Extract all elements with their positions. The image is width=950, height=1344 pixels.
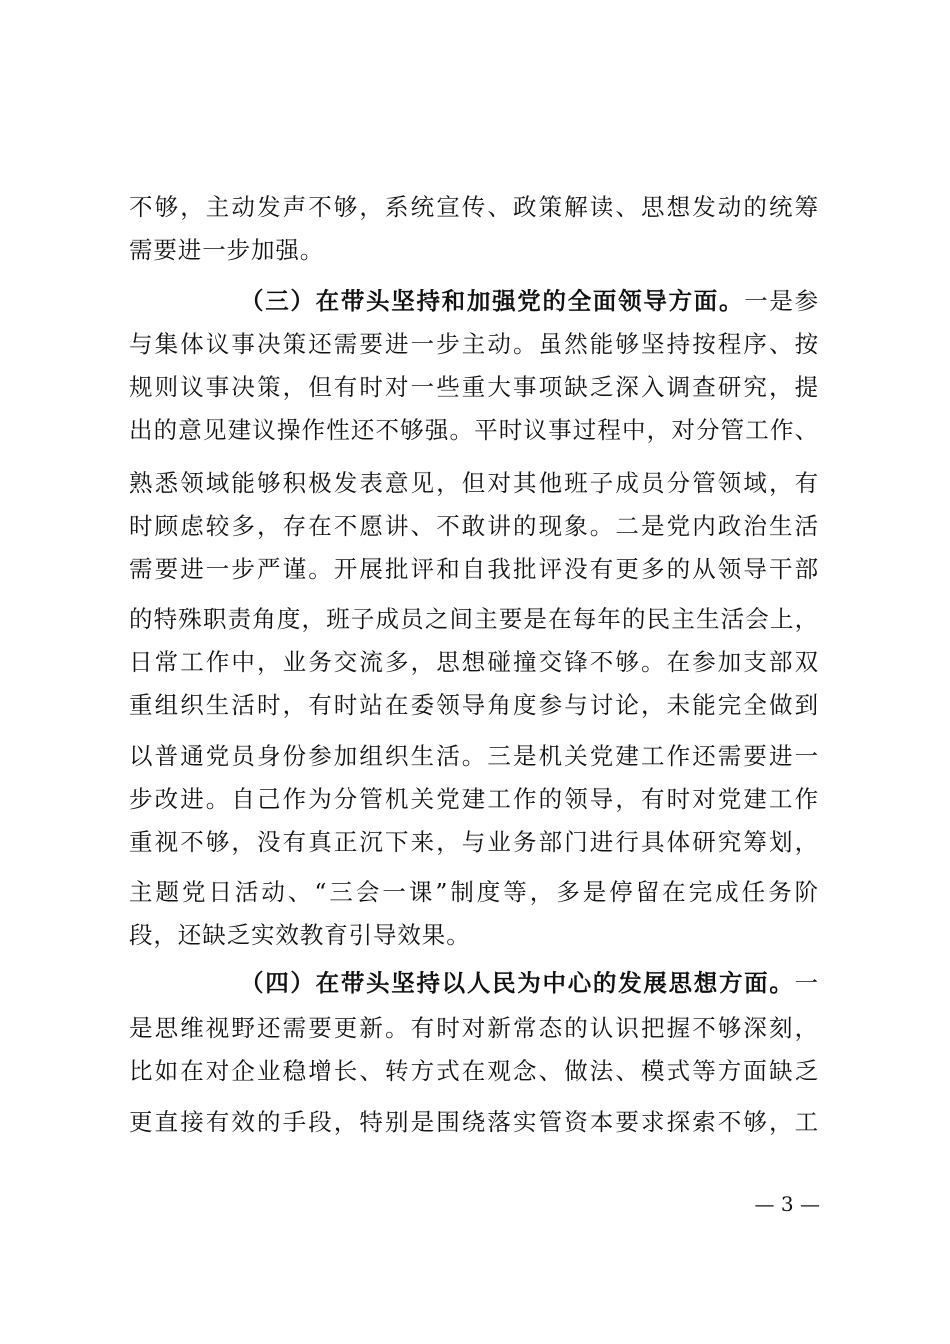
section-heading: （四）在带头坚持以人民为中心的发展思想方面。 bbox=[240, 969, 795, 997]
paragraph-line: 的特殊职责角度，班子成员之间主要是在每年的民主生活会上， bbox=[129, 605, 819, 633]
paragraph-line: 比如在对企业稳增长、转方式在观念、做法、模式等方面缺乏 bbox=[129, 1057, 819, 1085]
paragraph-line: 段，还缺乏实效教育引导效果。 bbox=[129, 921, 471, 949]
paragraph-line: 与集体议事决策还需要进一步主动。虽然能够坚持按程序、按 bbox=[129, 330, 819, 358]
paragraph-line: 步改进。自己作为分管机关党建工作的领导，有时对党建工作 bbox=[129, 785, 819, 813]
paragraph-line: 需要进一步严谨。开展批评和自我批评没有更多的从领导干部 bbox=[129, 555, 819, 583]
page-number: — 3 — bbox=[754, 1192, 820, 1216]
paragraph-line: 熟悉领域能够积极发表意见，但对其他班子成员分管领域，有 bbox=[129, 469, 819, 497]
paragraph-line: 需要进一步加强。 bbox=[129, 236, 325, 264]
paragraph-line: 日常工作中，业务交流多，思想碰撞交锋不够。在参加支部双 bbox=[129, 648, 819, 676]
section-heading: （三）在带头坚持和加强党的全面领导方面。 bbox=[240, 287, 745, 315]
paragraph-line: 更直接有效的手段，特别是围绕落实管资本要求探索不够，工 bbox=[129, 1108, 819, 1136]
paragraph-line: 重视不够，没有真正沉下来，与业务部门进行具体研究筹划， bbox=[129, 828, 819, 856]
paragraph-line: 是思维视野还需要更新。有时对新常态的认识把握不够深刻， bbox=[129, 1014, 819, 1042]
paragraph-line: 规则议事决策，但有时对一些重大事项缺乏深入调查研究，提 bbox=[129, 373, 819, 401]
section-heading-line: （四）在带头坚持以人民为中心的发展思想方面。一 bbox=[240, 969, 819, 997]
section-heading-line: （三）在带头坚持和加强党的全面领导方面。一是参 bbox=[240, 287, 820, 315]
paragraph-line: 以普通党员身份参加组织生活。三是机关党建工作还需要进一 bbox=[129, 742, 819, 770]
paragraph-line: 出的意见建议操作性还不够强。平时议事过程中，对分管工作、 bbox=[129, 416, 819, 444]
paragraph-line: 重组织生活时，有时站在委领导角度参与讨论，未能完全做到 bbox=[129, 691, 819, 719]
paragraph-line: 时顾虑较多，存在不愿讲、不敢讲的现象。二是党内政治生活 bbox=[129, 512, 819, 540]
paragraph-line: 主题党日活动、“三会一课”制度等，多是停留在完成任务阶 bbox=[129, 878, 819, 906]
paragraph-line: 不够，主动发声不够，系统宣传、政策解读、思想发动的统筹 bbox=[129, 193, 819, 221]
